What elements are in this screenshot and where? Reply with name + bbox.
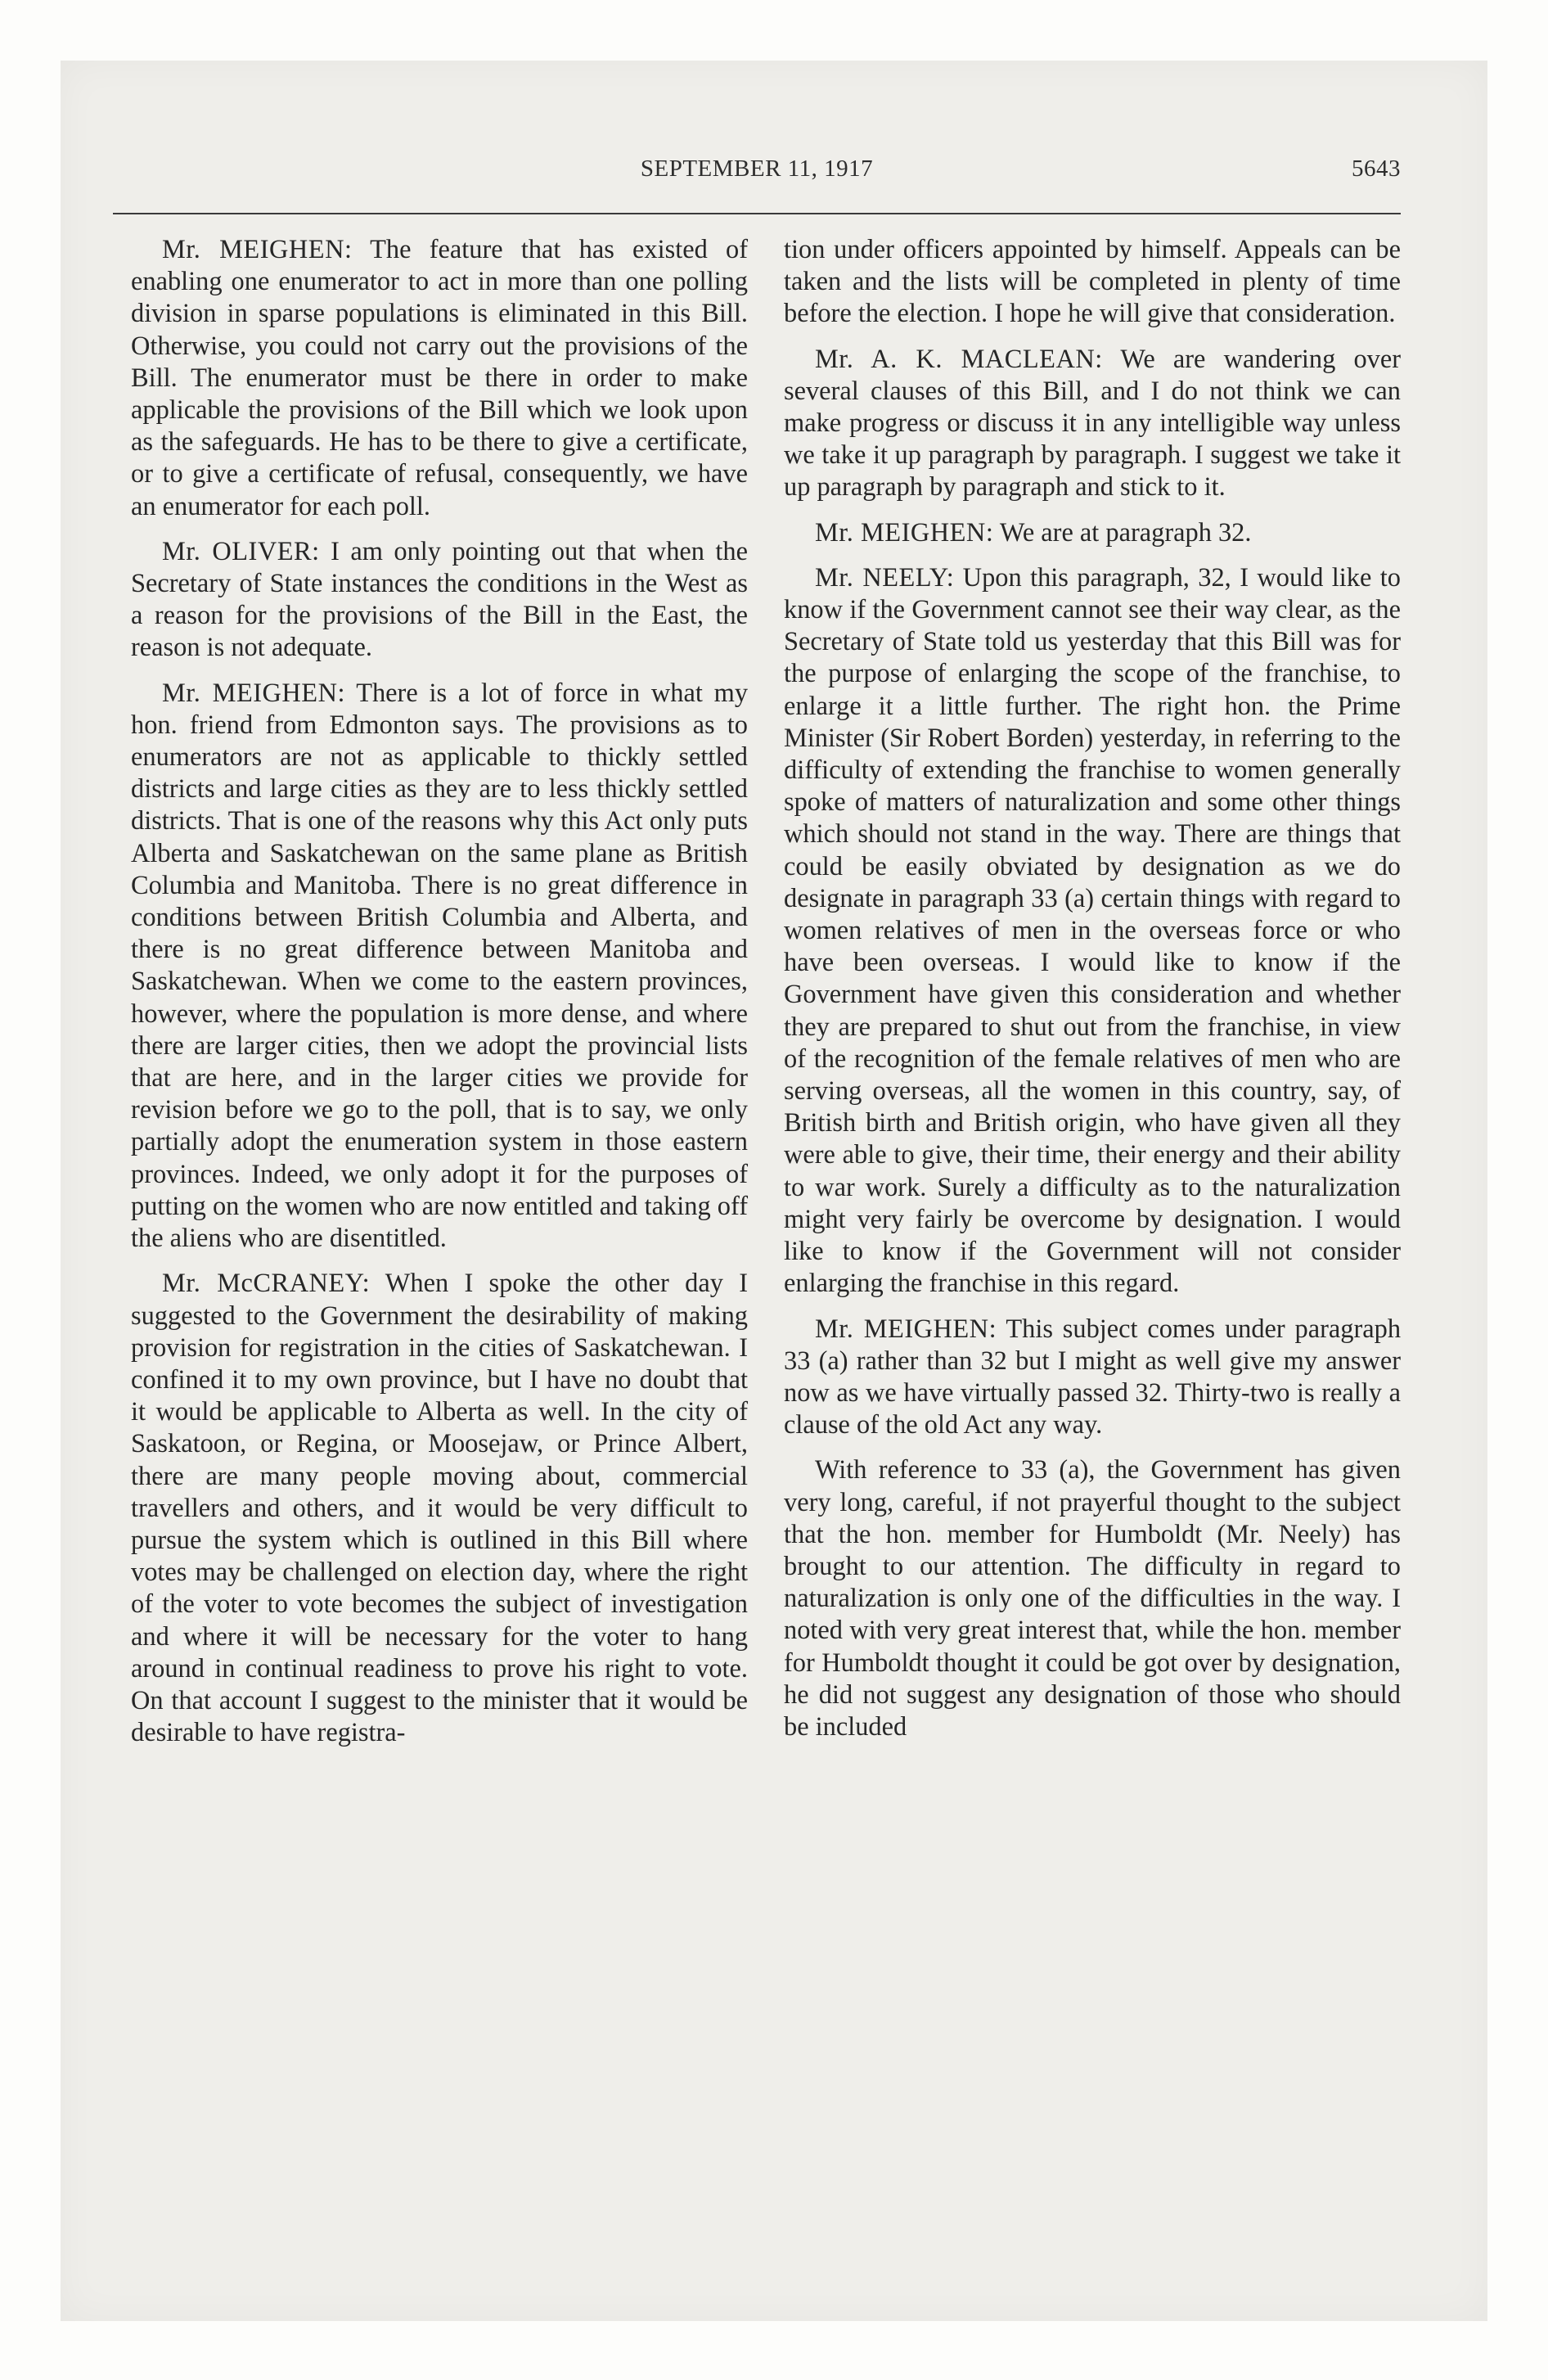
speaker-name: Mr. MEIGHEN: (815, 1314, 997, 1344)
header-date: SEPTEMBER 11, 1917 (640, 156, 874, 182)
speech-text: There is a lot of force in what my hon. friend from Edmonton says. The provisions as to enumerators are not as applicable to thickly settled districts and large cities as they are to less thickly settled districts. That is one of the reasons why this Act only puts Alberta and Saskatchewan on the same plane as British Columbia and Manitoba. There is no great difference in conditions between British Columbia and Alberta, and there is no great difference between Manitoba and Saskatchewan. When we come to the eastern provinces, however, where the population is more dense, and where there are larger cities, then we adopt the provincial lists that are here, and in the larger cities we provide for revision before we go to the poll, that is to say, we only partially adopt the enumeration system in those eastern provinces. Indeed, we only adopt it for the purposes of putting on the women who are now entitled and taking off the aliens who are disentitled. (131, 678, 749, 1254)
page-number: 5643 (1352, 156, 1401, 182)
paragraph (131, 678, 748, 1255)
paragraph (784, 1314, 1401, 1442)
speaker-name: Mr. NEELY: (815, 562, 955, 593)
speaker-name: Mr. MEIGHEN: (162, 235, 353, 264)
speech-text: tion under officers appointed by himself. Appeals can be taken and the lists will be completed in plenty of time before the election. I hope he will give that consideration. (784, 235, 1401, 329)
speaker-name: Mr. McCRANEY: (162, 1269, 371, 1299)
speaker-name: Mr. MEIGHEN: (815, 517, 994, 548)
paragraph (131, 1268, 748, 1749)
speech-text: The feature that has existed of enabling one enumerator to act in more than one polling division in sparse populations is eliminated in this Bill. Otherwise, you could not carry out the provisions of the Bill. The enumerator must be there in order to make applicable the provisions of the Bill which we look upon as the safeguards. He has to be there to give a certificate, or to give a certificate of refusal, consequently, we have an enumerator for each poll. (131, 235, 749, 521)
paragraph (784, 1454, 1401, 1743)
speech-text: We are wandering over several clauses of this Bill, and I do not think we can make progress or discuss it in any intelligible way unless we take it up paragraph by paragraph. I suggest we take it up paragraph by paragraph and stick to it. (784, 344, 1402, 503)
speech-text: This subject comes under paragraph 33 (a) rather than 32 but I might as well give my answer now as we have virtually passed 32. Thirty-two is really a clause of the old Act any way. (784, 1314, 1402, 1440)
left-column (131, 234, 748, 1762)
header-rule (113, 213, 1401, 214)
speaker-name: Mr. A. K. MACLEAN: (815, 344, 1103, 374)
right-column (784, 234, 1401, 1756)
paragraph (784, 562, 1401, 1300)
speech-text: With reference to 33 (a), the Government has given very long, careful, if not prayerful thought to the subject that the hon. member for Humboldt (Mr. Neely) has brought to our attention. The difficulty in regard to naturalization is only one of the difficulties in the way. I noted with very great interest that, while the hon. member for Humboldt thought it could be got over by designation, he did not suggest any designation of those who should be included (784, 1455, 1401, 1742)
paragraph (131, 536, 748, 665)
paragraph (784, 234, 1401, 331)
paragraph (784, 344, 1401, 504)
speech-text: Upon this paragraph, 32, I would like to know if the Government cannot see their way clear, as the Secretary of State told us yesterday that this Bill was for the purpose of enlarging the scope of the franchise, to enlarge it a little further. The right hon. the Prime Minister (Sir Robert Borden) yesterday, in referring to the difficulty of extending the franchise to women generally spoke of matters of naturalization and some other things which should not stand in the way. There are things that could be easily obviated by designation as we do designate in paragraph 33 (a) certain things with regard to women relatives of men in the overseas force or who have been overseas. I would like to know if the Government have given this consideration and whether they are prepared to shut out from the franchise, in view of the recognition of the female relatives of men who are serving overseas, all the women in this country, say, of British birth and British origin, who have given all they were able to give, their time, their energy and their ability to war work. Surely a difficulty as to the naturalization might very fairly be overcome by designation. I would like to know if the Government will not consider enlarging the franchise in this regard. (784, 562, 1401, 1299)
speaker-name: Mr. OLIVER: (162, 536, 320, 566)
paragraph (131, 234, 748, 523)
paragraph (784, 517, 1401, 549)
speech-text: I am only pointing out that when the Secretary of State instances the conditions in the West as a reason for the provisions of the Bill in the East, the reason is not adequate. (131, 536, 748, 663)
speaker-name: Mr. MEIGHEN: (162, 678, 345, 708)
running-head (113, 156, 1401, 195)
speech-text: We are at paragraph 32. (999, 517, 1252, 548)
speech-text: When I spoke the other day I suggested to the Government the desirability of making provision for registration in the cities of Saskatchewan. I confined it to my own province, but I have no doubt that it would be applicable to Alberta as well. In the city of Saskatoon, or Regina, or Moosejaw, or Prince Albert, there are many people moving about, commercial travellers and others, and it would be very difficult to pursue the system which is outlined in this Bill where votes may be challenged on election day, where the right of the voter to vote becomes the subject of investigation and where it will be necessary for the voter to hang around in continual readiness to prove his right to vote. On that account I suggest to the minister that it would be desirable to have registra- (131, 1269, 748, 1748)
